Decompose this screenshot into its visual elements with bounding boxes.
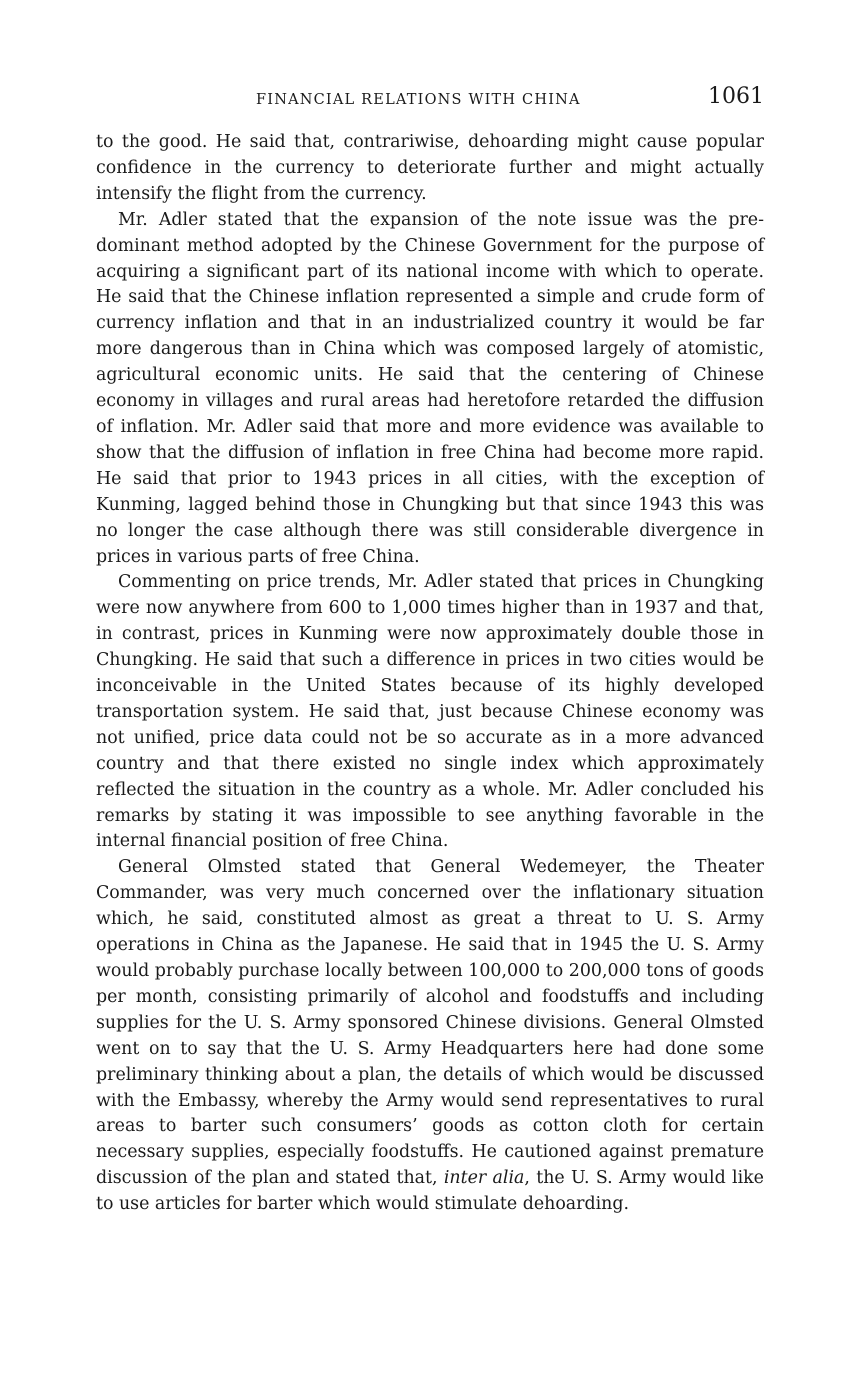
running-header [96,82,764,122]
paragraph-olmsted-text: General Olmsted stated that General Wedemeyer, the Theater Commander, was very much concerned over the inflationary situation which, he said, constituted almost as great a threat to U. S. Army operations in China as the Japanese. He said that in 1945 the U. S. Army would probably purchase locally between 100,000 to 200,000 tons of goods per month, consisting primarily of alcohol and foodstuffs and including supplies for the U. S. Army sponsored Chinese divisions. General Olmsted went on to say that the U. S. Army Headquarters here had done some preliminary thinking about a plan, the details of which would be discussed with the Embassy, whereby the Army would send representatives to rural areas to barter such consumers’ goods as cotton cloth for certain necessary supplies, especially foodstuffs. He cautioned against premature discussion of the plan and stated that, [96,857,764,1189]
latin-phrase: inter alia [443,1168,525,1189]
body-text [96,130,764,1218]
paragraph-olmsted-ending: , the U. S. Army would like to use articles for barter which would stimulate dehoarding. [96,1168,764,1215]
document-page [96,82,764,1218]
running-title: FINANCIAL RELATIONS WITH CHINA [256,92,581,108]
page-number: 1061 [708,84,764,109]
paragraph-price-trends: Commenting on price trends, Mr. Adler stated that prices in Chungking were now anywhere from 600 to 1,000 times higher than in 1937 and that, in contrast, prices in Kunming were now approximately double those in Chungking. He said that such a difference in prices in two cities would be inconceivable in the United States because of its highly developed transportation system. He said that, just because Chinese economy was not unified, price data could not be so accurate as in a more advanced country and that there existed no single index which approximately reflected the situation in the country as a whole. Mr. Adler concluded his remarks by stating it was impossible to see anything favorable in the internal financial position of free China. [96,572,764,852]
paragraph-adler-note-issue: Mr. Adler stated that the expansion of the note issue was the predominant method adopted by the Chinese Government for the purpose of acquiring a significant part of its national income with which to operate. He said that the Chinese inflation represented a simple and crude form of currency inflation and that in an industrialized country it would be far more dangerous than in China which was composed largely of atomistic, agricultural economic units. He said that the centering of Chinese economy in villages and rural areas had heretofore retarded the diffusion of inflation. Mr. Adler said that more and more evidence was available to show that the diffusion of inflation in free China had become more rapid. He said that prior to 1943 prices in all cities, with the exception of Kunming, lagged behind those in Chungking but that since 1943 this was no longer the case although there was still considerable divergence in prices in various parts of free China. [96,209,764,567]
paragraph-continued: to the good. He said that, contrariwise, dehoarding might cause popular confidence in the currency to deteriorate further and might actually intensify the flight from the currency. [96,132,764,204]
paragraph-olmsted [96,855,764,1218]
